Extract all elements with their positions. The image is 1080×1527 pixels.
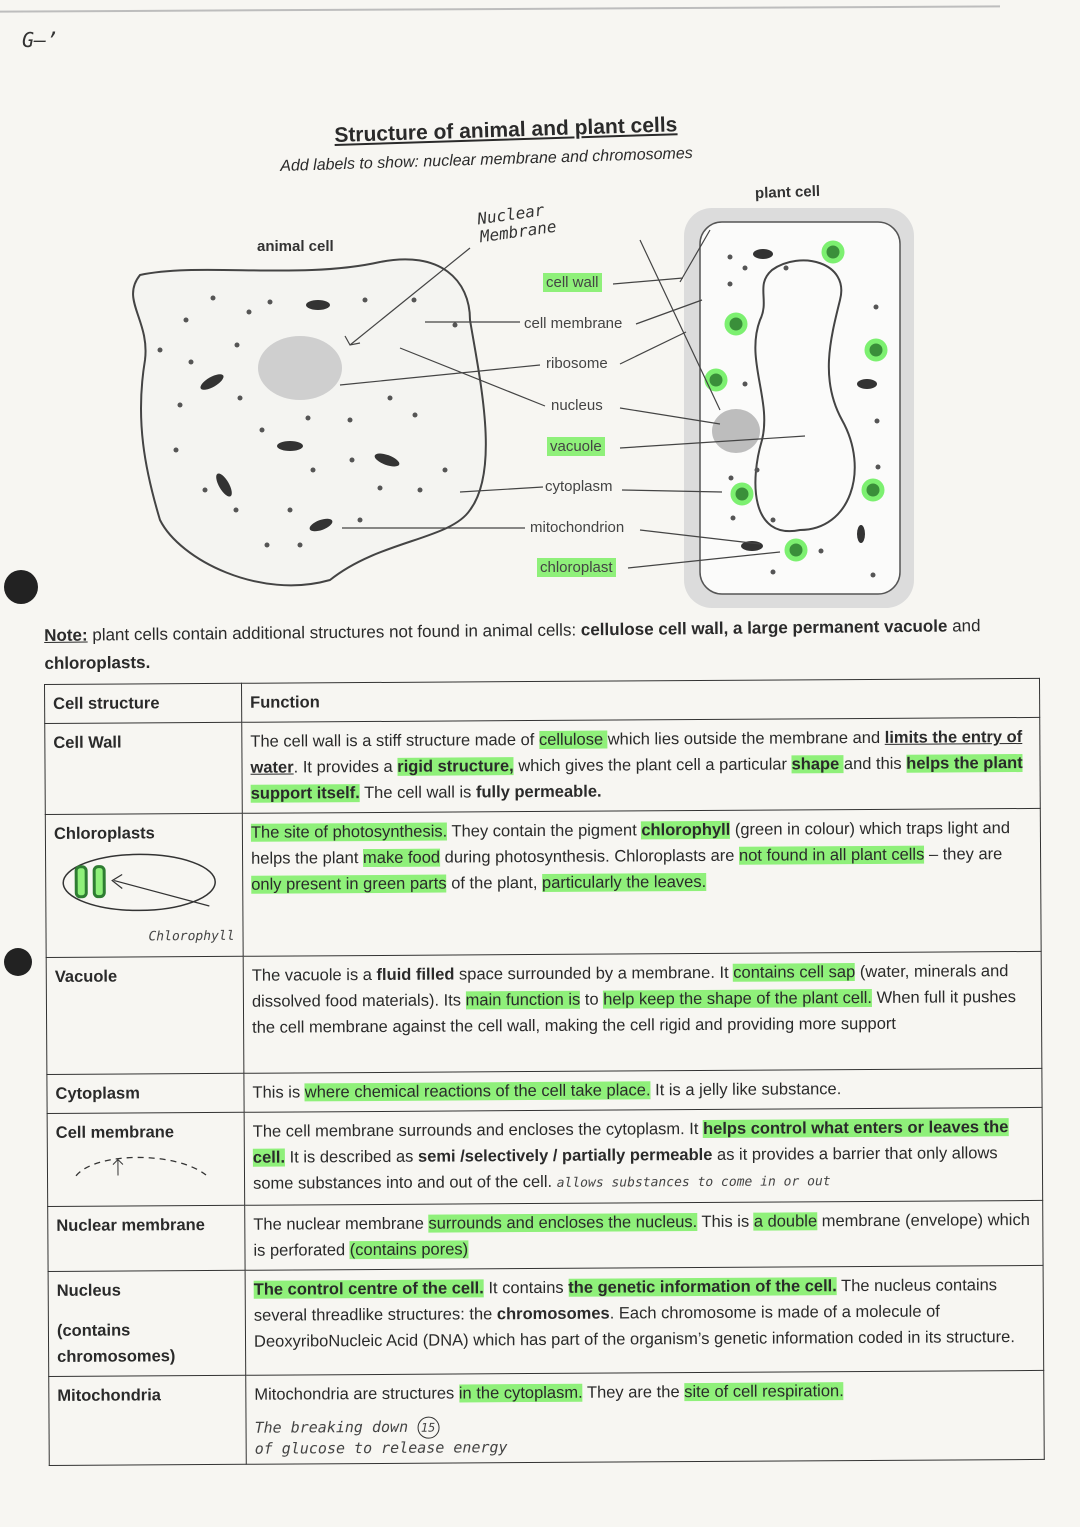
plant-cell-label: plant cell [754,182,821,203]
structure-subtitle: (contains chromosomes) [56,1321,176,1366]
nuclear-membrane-handwritten-label: Nuclear Membrane [476,200,558,247]
note-text: plant cells contain additional structures not found in animal cells: [87,620,581,645]
plant-nucleus [712,409,760,453]
label-nucleus: nucleus [551,397,603,414]
structure-nucleus [48,1270,246,1376]
note-prefix: Note: [44,625,88,645]
table-row [48,1265,1044,1376]
chlorophyll-handwritten-note: Chlorophyll [148,928,235,945]
function-nucleus: The control centre of the cell. It contains the genetic information of the cell. The nucleus contains several threadlike structures: the chromosomes. Each chromosome is made of a molecule of DeoxyriboNucleic Acid (DNA) which has part of the organism’s genetic information coded in its structure. [245,1265,1044,1375]
corner-scribble: G—’ [22,28,59,52]
membrane-handwritten-note: allows substances to come in or out [556,1174,831,1191]
label-cell-membrane: cell membrane [524,315,623,332]
punch-hole [4,948,32,976]
note-bold: cellulose cell wall, a large permanent vacuole [580,616,948,640]
page-subtitle: Add labels to show: nuclear membrane and chromosomes [280,145,693,175]
function-cytoplasm: This is where chemical reactions of the cell take place. It is a jelly like substance. [244,1068,1042,1112]
function-chloroplasts: The site of photosynthesis. They contain the pigment chlorophyll (green in colour) which traps light and helps the plant make food during photosynthesis. Chloroplasts are not found in all plant cells – they are only present in green parts of the plant, particularly the leaves. [242,808,1041,956]
animal-cell-label: animal cell [257,238,334,255]
column-header-structure: Cell structure [45,683,242,723]
label-chloroplast: chloroplast [537,558,616,577]
table-row [46,951,1042,1074]
table-row [48,1200,1043,1271]
table-row [47,1107,1043,1206]
label-mitochondrion: mitochondrion [530,519,625,536]
label-ribosome: ribosome [546,355,608,372]
animal-nucleus [258,336,342,400]
function-mitochondria: Mitochondria are structures in the cytoplasm. They are the site of cell respiration. The breaking down 15 of glucose to release energy [246,1370,1045,1464]
cell-structure-table [44,678,1045,1466]
function-cell-membrane: The cell membrane surrounds and encloses the cytoplasm. It helps control what enters or leaves the cell. It is described as semi /selectively / partially permeable as it provides a barrier that only allows some substances into and out of the cell. allows substances to come in or out [244,1107,1043,1205]
label-vacuole: vacuole [547,437,605,456]
structure-mitochondria: Mitochondria [49,1375,247,1465]
structure-name: Cell membrane [55,1123,175,1142]
label-cytoplasm: cytoplasm [545,478,613,495]
structure-chloroplasts [45,813,243,957]
structure-name: Chloroplasts [53,824,155,843]
membrane-sketch [56,1145,226,1182]
page-title: Structure of animal and plant cells [334,113,678,147]
structure-cytoplasm: Cytoplasm [47,1073,244,1113]
structure-name: Nucleus [56,1281,121,1300]
table-row [49,1370,1045,1465]
structure-vacuole: Vacuole [46,956,244,1074]
table-header-row [45,678,1040,723]
note-paragraph [44,612,1005,678]
table-row [45,808,1041,957]
label-cell-wall: cell wall [543,273,602,292]
structure-nuclear-membrane: Nuclear membrane [48,1205,245,1271]
note-text: and [947,616,981,636]
table-row [47,1068,1042,1113]
function-vacuole: The vacuole is a fluid filled space surrounded by a membrane. It contains cell sap (water, minerals and dissolved food materials). Its main function is to help keep the shape of the plant cell. When full it pushes the cell membrane against the cell wall, making the cell rigid and providing more support [243,951,1042,1073]
structure-cell-wall: Cell Wall [45,722,243,814]
mitochondria-handwritten-note: The breaking down 15 of glucose to release energy [254,1417,508,1458]
table-row [45,717,1041,814]
function-cell-wall: The cell wall is a stiff structure made of cellulose which lies outside the membrane and limits the entry of water. It provides a rigid structure, which gives the plant cell a particular shape and this helps the plant support itself. The cell wall is fully permeable. [242,717,1041,813]
function-nuclear-membrane: The nuclear membrane surrounds and encloses the nucleus. This is a double membrane (envelope) which is perforated (contains pores) [245,1200,1043,1270]
chloroplast-sketch [54,846,224,917]
structure-cell-membrane [47,1112,245,1206]
note-bold: chloroplasts. [44,652,151,673]
page-number: 15 [417,1417,439,1439]
column-header-function: Function [241,678,1039,722]
